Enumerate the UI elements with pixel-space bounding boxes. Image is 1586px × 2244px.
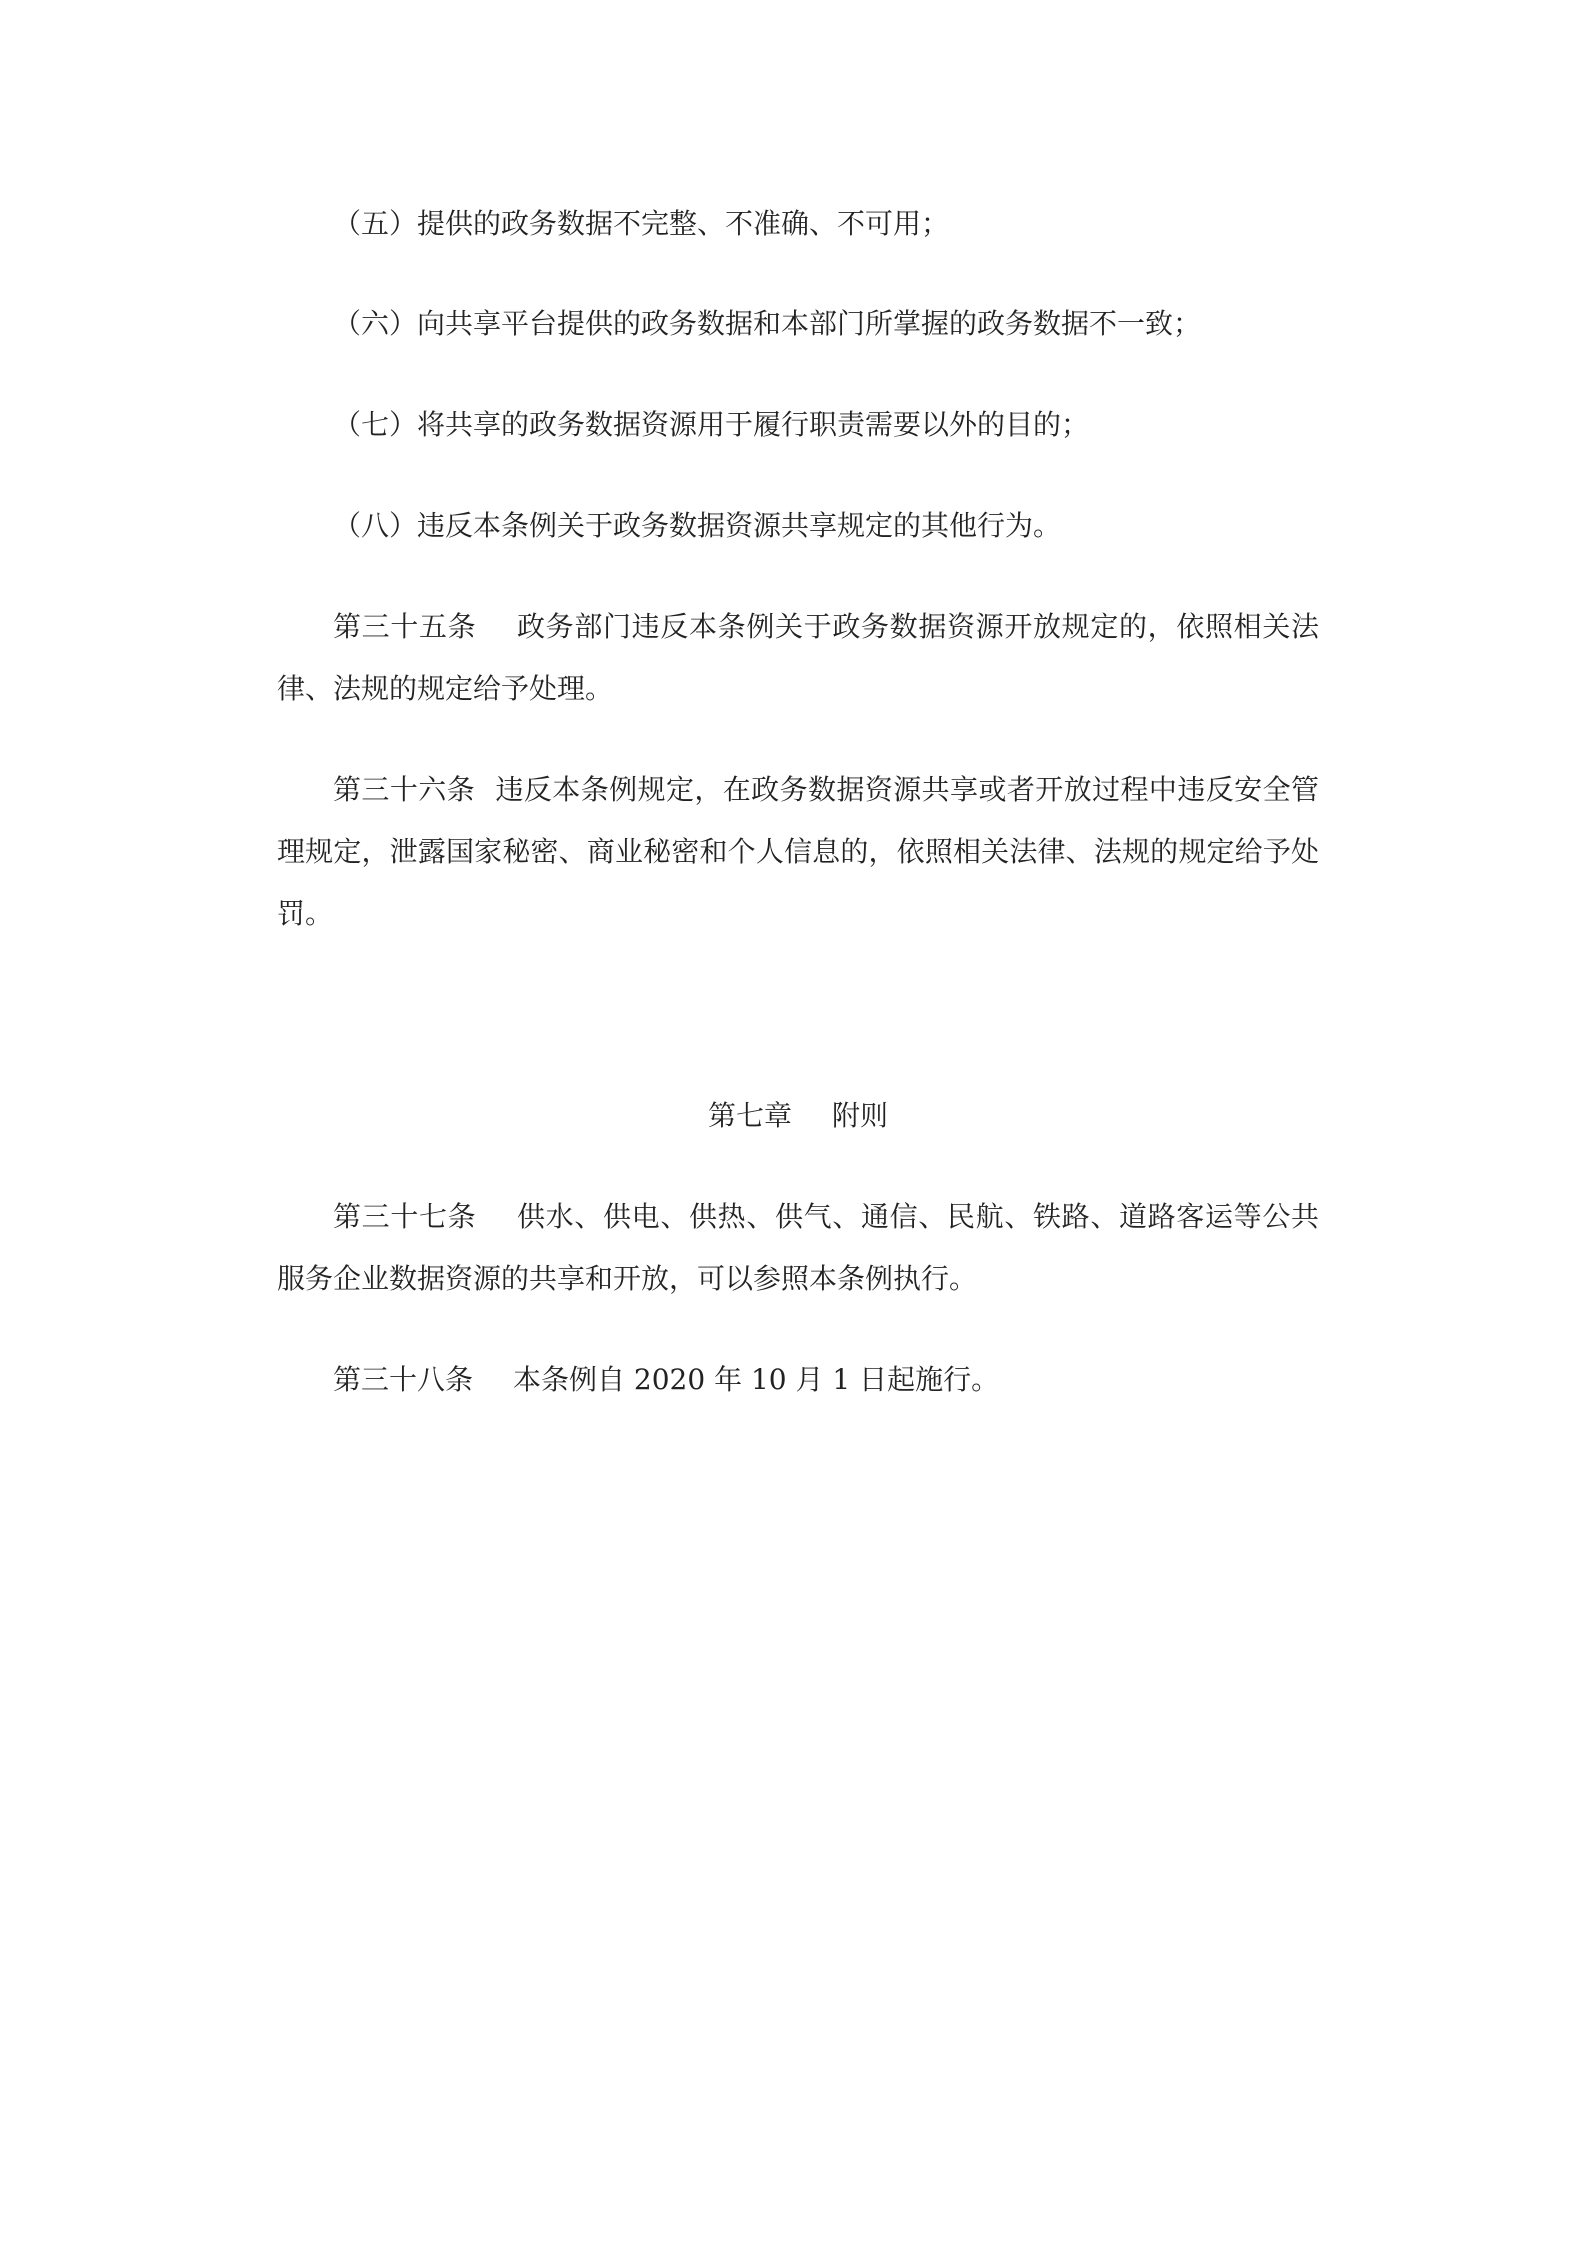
article-label: 第三十八条 <box>333 1363 474 1396</box>
list-item: （七）将共享的政务数据资源用于履行职责需要以外的目的； <box>333 408 1090 441</box>
article-38 <box>277 1349 1319 1411</box>
list-item: （八）违反本条例关于政务数据资源共享规定的其他行为。 <box>333 509 1062 542</box>
article-35 <box>277 596 1319 720</box>
article-label: 第三十七条 <box>333 1200 477 1233</box>
article-text: 政务部门违反本条例关于政务数据资源开放规定的，依照相关法律、法规的规定给予处理。 <box>277 610 1319 705</box>
chapter-title: 附则 <box>832 1099 889 1132</box>
list-item: （六）向共享平台提供的政务数据和本部门所掌握的政务数据不一致； <box>333 307 1202 340</box>
article-text: 供水、供电、供热、供气、通信、民航、铁路、道路客运等公共服务企业数据资源的共享和开放，可以参照本条例执行。 <box>277 1200 1319 1295</box>
chapter-heading <box>277 1085 1319 1147</box>
chapter-number: 第七章 <box>707 1099 792 1132</box>
article-label: 第三十五条 <box>333 610 477 643</box>
list-item: （五）提供的政务数据不完整、不准确、不可用； <box>333 207 950 240</box>
article-text: 违反本条例规定，在政务数据资源共享或者开放过程中违反安全管理规定，泄露国家秘密、商业秘密和个人信息的，依照相关法律、法规的规定给予处罚。 <box>277 773 1319 930</box>
article-37 <box>277 1186 1319 1310</box>
article-label: 第三十六条 <box>333 773 476 806</box>
article-text: 本条例自 2020 年 10 月 1 日起施行。 <box>513 1363 1000 1396</box>
article-36 <box>277 759 1319 945</box>
